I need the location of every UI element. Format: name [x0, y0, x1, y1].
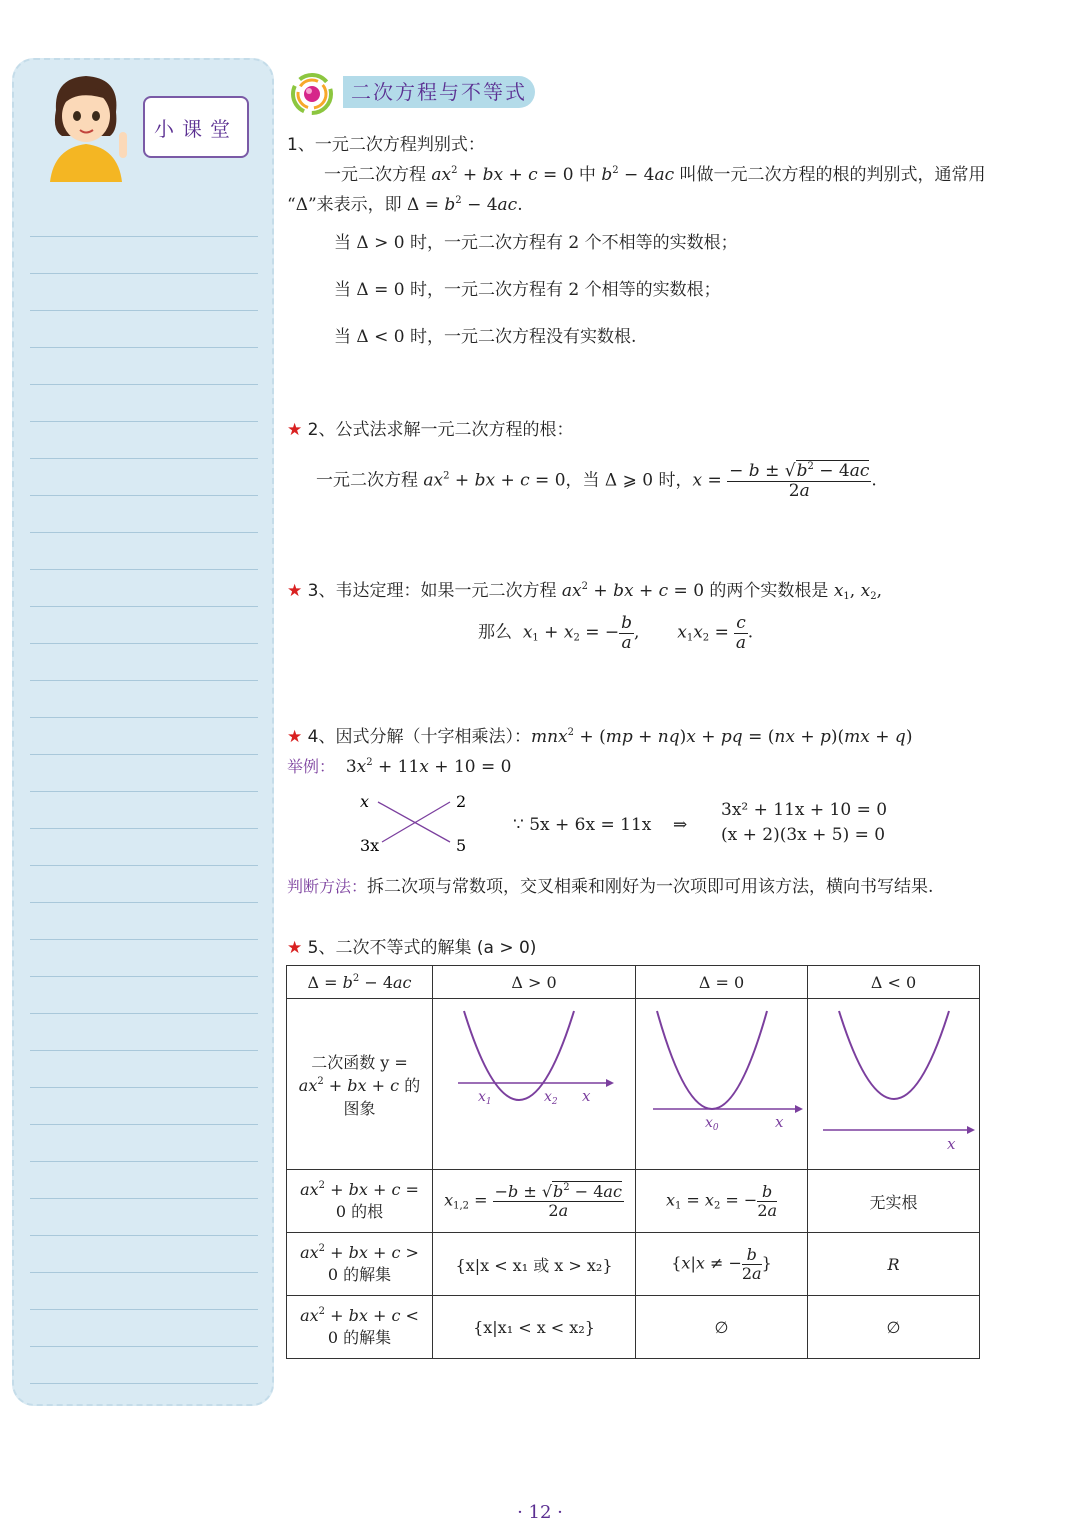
solution-table	[286, 965, 980, 1359]
s4-heading: ★ 4、因式分解（十字相乘法）：mnx$^2$ + (mp + nq)x + pq = (nx + p)(mx + q)	[287, 727, 913, 747]
gt-set-one: {x|x ≠ − $\frac{b}{2a}$ }	[636, 1233, 808, 1296]
s4-method: 判断方法：拆二次项与常数项，交叉相乘和刚好为一次项即可用该方法，横向书写结果.	[287, 877, 934, 897]
s2-heading: ★ 2、公式法求解一元二次方程的根：	[287, 420, 574, 440]
sidebar-rule-line	[30, 1198, 258, 1199]
sidebar-rule-line	[30, 1309, 258, 1310]
notes-sidebar	[12, 58, 274, 1406]
double-root: $x_1 = x_2$ = − $\frac{b}{2a}$	[636, 1170, 808, 1233]
s1-para1: 一元二次方程 $ax^2$ + bx + c = 0 中 $b^2 - 4ac$ 叫做一元二次方程的根的判别式，通常用	[324, 165, 986, 185]
sidebar-rule-line	[30, 347, 258, 348]
sidebar-rule-line	[30, 236, 258, 237]
no-roots: 无实根	[808, 1170, 980, 1233]
cross-bl: 3x	[360, 836, 380, 855]
col-head-lt: Δ < 0	[808, 966, 980, 999]
s3-statement: ★ 3、韦达定理：如果一元二次方程 $ax^2$ + bx + c = 0 的两个实数根是 $x_1$, $x_2$,	[287, 581, 882, 602]
sidebar-rule-line	[30, 495, 258, 496]
gt-set-none: R	[808, 1233, 980, 1296]
row-lt-label: $ax^2$ + bx + c < 0 的解集	[287, 1296, 433, 1359]
s1-heading: 1、一元二次方程判别式：	[287, 135, 485, 155]
col-head-gt: Δ > 0	[433, 966, 636, 999]
col-head-eq: Δ = 0	[636, 966, 808, 999]
row-roots-label: $ax^2$ + bx + c = 0 的根	[287, 1170, 433, 1233]
star-icon: ★	[287, 420, 303, 440]
sidebar-rule-line	[30, 754, 258, 755]
sidebar-rule-line	[30, 1346, 258, 1347]
axis-x-label: x	[582, 1087, 591, 1105]
graph-one-root	[636, 999, 808, 1170]
label-x2: $x_2$	[544, 1089, 558, 1107]
gt-set-two: {x|x < x₁ 或 x > x₂}	[433, 1233, 636, 1296]
sidebar-rule-line	[30, 421, 258, 422]
section-badge: 小课堂	[143, 96, 249, 158]
sidebar-rule-line	[30, 717, 258, 718]
axis-x-label: x	[775, 1113, 784, 1131]
lt-set-two: {x|x₁ < x < x₂}	[433, 1296, 636, 1359]
sidebar-rule-line	[30, 384, 258, 385]
graph-no-root	[808, 999, 980, 1170]
sidebar-rule-line	[30, 939, 258, 940]
sidebar-rule-line	[30, 1161, 258, 1162]
sidebar-rule-line	[30, 680, 258, 681]
s5-heading: ★ 5、二次不等式的解集 (a > 0)	[287, 938, 537, 958]
star-icon: ★	[287, 581, 303, 601]
cross-tl: x	[360, 792, 370, 811]
sidebar-rule-line	[30, 1013, 258, 1014]
sidebar-rule-line	[30, 1087, 258, 1088]
s4-arrow: ⇒	[673, 815, 688, 835]
s1-case1: 当 Δ > 0 时，一元二次方程有 2 个不相等的实数根；	[334, 233, 738, 253]
s1-case3: 当 Δ < 0 时，一元二次方程没有实数根.	[334, 327, 637, 347]
sidebar-rule-line	[30, 643, 258, 644]
label-x1: $x_1$	[478, 1089, 492, 1107]
sidebar-rule-line	[30, 458, 258, 459]
s4-result2: (x + 2)(3x + 5) = 0	[721, 825, 886, 845]
section-logo-icon	[290, 72, 334, 116]
graph-two-roots	[433, 999, 636, 1170]
sidebar-rule-line	[30, 1383, 258, 1384]
sidebar-rule-line	[30, 273, 258, 274]
sidebar-rule-line	[30, 310, 258, 311]
sidebar-rule-line	[30, 1050, 258, 1051]
s4-since: ∵ 5x + 6x = 11x	[513, 815, 652, 835]
s2-formula: 一元二次方程 $ax^2$ + bx + c = 0，当 Δ ⩾ 0 时，x = $\frac{- b \pm √b^2 - 4ac}{2a}$ .	[316, 461, 877, 501]
sidebar-rule-line	[30, 569, 258, 570]
row-gt-label: $ax^2$ + bx + c > 0 的解集	[287, 1233, 433, 1296]
sidebar-rule-line	[30, 606, 258, 607]
row-graph-label: 二次函数 y = $ax^2$ + bx + c 的 图象	[287, 999, 433, 1170]
sidebar-rule-line	[30, 532, 258, 533]
section-title: 二次方程与不等式	[343, 76, 535, 108]
label-x0: $x_0$	[705, 1115, 719, 1133]
star-icon: ★	[287, 938, 303, 958]
teacher-avatar	[36, 70, 136, 182]
s1-para2: “Δ”来表示，即 $\Delta = b^2 - 4ac$.	[287, 195, 523, 215]
lt-set-none: ∅	[808, 1296, 980, 1359]
cross-tr: 2	[456, 792, 467, 811]
sidebar-rule-line	[30, 1235, 258, 1236]
sidebar-rule-line	[30, 976, 258, 977]
star-icon: ★	[287, 727, 303, 747]
lt-set-one: ∅	[636, 1296, 808, 1359]
sidebar-rule-line	[30, 1124, 258, 1125]
sidebar-rule-line	[30, 902, 258, 903]
s4-example: 举例： $3x^2 + 11x + 10 = 0$	[287, 757, 512, 777]
axis-x-label: x	[947, 1135, 956, 1153]
sidebar-rule-line	[30, 791, 258, 792]
s4-result1: 3x² + 11x + 10 = 0	[721, 800, 888, 820]
cross-br: 5	[456, 836, 467, 855]
sidebar-rule-line	[30, 1272, 258, 1273]
page-number: · 12 ·	[517, 1502, 563, 1523]
cross-multiplication-diagram	[352, 790, 482, 856]
s3-vieta: 那么 $x_1 + x_2$ = − $\frac{b}{a}$ , $x_1x_2$ = $\frac{c}{a}$ .	[478, 613, 754, 653]
sidebar-rule-line	[30, 828, 258, 829]
s1-case2: 当 Δ = 0 时，一元二次方程有 2 个相等的实数根；	[334, 280, 721, 300]
sidebar-rule-line	[30, 865, 258, 866]
col-head-delta: $\Delta = b^2 - 4ac$	[287, 966, 433, 999]
roots-formula: $x_{1,2}$ = $\frac{-b \pm √b^2 - 4ac}{2a}$	[433, 1170, 636, 1233]
